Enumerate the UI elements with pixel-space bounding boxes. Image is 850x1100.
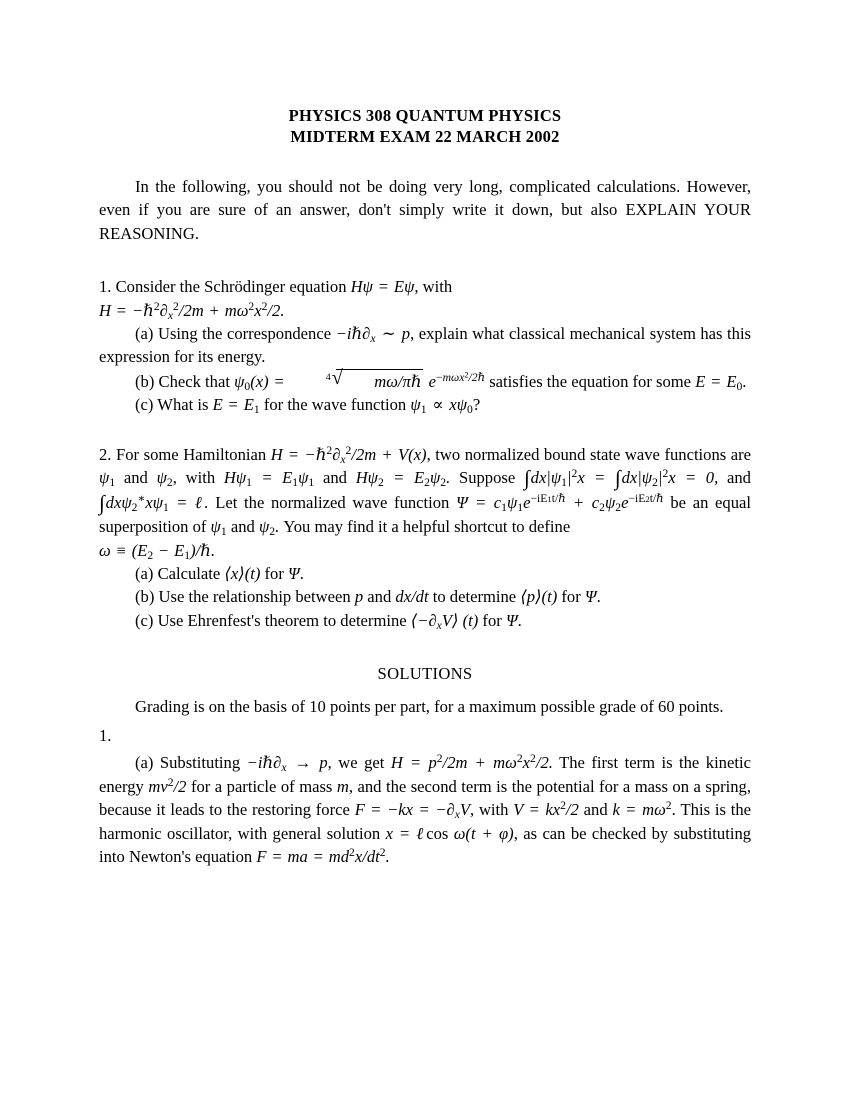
- problem-2-stem-text-10: and: [230, 517, 255, 537]
- part-text-4: for: [561, 587, 581, 607]
- problem-2-part-b: [99, 585, 751, 608]
- solution-kinetic-energy: $mv^2/2$: [148, 775, 187, 796]
- document-title: [99, 105, 751, 147]
- problem-2c-time: (t): [462, 610, 479, 630]
- problem-1-part-b: [99, 369, 751, 393]
- part-text-3: .: [299, 563, 304, 583]
- solution-spring-constant: $k = m\omega^2$: [612, 799, 672, 820]
- problem-1-hamiltonian: $H = -\hbar^2\partial_x^2/2m + m\omega^2x^2/2$.: [99, 299, 285, 322]
- part-text-3: to determine: [432, 587, 517, 607]
- intro-paragraph: In the following, you should not be doing very long, complicated calculations. However, even if you are sure of an answer, don't simply write it down, but also EXPLAIN YOUR REASONING.: [99, 177, 751, 243]
- problem-2-stem-text-9: be an equal superposition of: [99, 492, 751, 537]
- solution-text-5: , and the second term is the potential for a mass on a spring, because it leads to the restoring force: [99, 776, 751, 820]
- problem-2-stem-text-11: You may find it a helpful shortcut to define: [283, 517, 571, 537]
- solution-problem-number: 1.: [99, 725, 112, 745]
- solution-1a: [99, 751, 751, 868]
- part-label: (b): [135, 371, 155, 391]
- solution-text-7: and: [583, 800, 608, 820]
- problem-2-superposition: $\Psi = c_1\psi_1e^{-iE1t/\hbar} + c_2\psi_2e^{-iE2t/\hbar}$: [456, 491, 664, 514]
- spacer: [99, 686, 751, 695]
- problem-2-number: 2.: [99, 444, 112, 464]
- problem-2-stem-text-5: and: [322, 468, 347, 488]
- problem-2-stem-text-7: and: [727, 468, 751, 488]
- part-label: (a): [135, 753, 154, 773]
- problem-2-psi2: $\psi_2$: [156, 468, 173, 490]
- problem-1-stem: [99, 275, 751, 322]
- part-text-3: .: [742, 371, 747, 391]
- part-label: (c): [135, 610, 154, 630]
- problem-2-stem: [99, 443, 751, 562]
- problem-2-integral-ell: $\int dx\psi_2^∗x\psi_1$ = ℓ.: [99, 490, 209, 515]
- problem-2-psi1: $\psi_1$: [99, 468, 116, 490]
- problem-2b-expectation: ⟨p⟩(t): [520, 587, 558, 607]
- spacer: [99, 632, 751, 662]
- problem-2-part-c: [99, 609, 751, 632]
- problem-2b-p: p: [354, 587, 364, 607]
- document-body: [99, 105, 751, 868]
- problem-2-psi2-b: $\psi_2$.: [258, 517, 280, 539]
- part-text: Use Ehrenfest's theorem to determine: [157, 610, 407, 630]
- solution-hamiltonian: $H = p^2/2m + m\omega^2x^2/2$.: [390, 752, 553, 773]
- part-text-2: for: [264, 563, 284, 583]
- problem-2-stem-text-1: For some Hamiltonian: [116, 444, 267, 464]
- problem-2c-psi: Ψ: [505, 610, 518, 630]
- solution-text-2: , we get: [327, 753, 385, 773]
- problem-2-eigen-1: $H\psi_1 = E_1\psi_1$: [223, 468, 315, 490]
- problem-2-hamiltonian: $H = -\hbar^2\partial_x^2/2m + V(x)$: [270, 443, 427, 466]
- solution-substitution: $-i\hbar\partial_x \to p$: [246, 753, 328, 775]
- solution-text-3: The first term is the kinetic energy: [99, 753, 751, 796]
- part-text-3: ?: [472, 395, 481, 415]
- solution-restoring-force: $F = -kx = -\partial_xV$: [354, 800, 470, 822]
- solution-text-4: for a particle of mass: [190, 776, 333, 796]
- part-text-2: and: [367, 587, 392, 607]
- problem-1b-energy: $E = E_0$: [695, 371, 743, 393]
- problem-2-suppose-label: Suppose: [458, 468, 516, 488]
- problem-2-psi1-b: $\psi_1$: [210, 517, 227, 539]
- part-text-2: , explain what classical mechanical system has this expression for its energy.: [99, 324, 752, 367]
- problem-2-stem-text-4: , with: [172, 468, 216, 488]
- part-text: Calculate: [157, 563, 221, 583]
- problem-1-number: 1.: [99, 277, 112, 297]
- part-label: (b): [135, 587, 155, 607]
- problem-1c-psi1: $\psi_1 \propto x\psi_0$: [410, 395, 473, 417]
- problem-2-stem-text-2: , two normalized bound state wave functions are: [426, 444, 752, 464]
- solution-newton-equation: F = ma = $md^2x/dt^2$.: [256, 845, 390, 866]
- title-line-2: MIDTERM EXAM 22 MARCH 2002: [290, 127, 560, 146]
- solution-text-1: Substituting: [159, 753, 241, 773]
- part-label: (c): [135, 395, 154, 415]
- solution-text-8: . This is the harmonic oscillator, with general solution: [99, 800, 751, 843]
- part-text: Using the correspondence: [157, 324, 332, 344]
- grading-note: Grading is on the basis of 10 points per part, for a maximum possible grade of 60 points.: [135, 696, 724, 716]
- problem-1-stem-text-2: , with: [414, 277, 453, 297]
- part-text-2: satisfies the equation for some: [489, 371, 692, 391]
- spacer: [99, 245, 751, 275]
- part-text-2: for the wave function: [263, 395, 407, 415]
- part-text-3: .: [517, 610, 522, 630]
- problem-1-stem-math-1: Hψ = Eψ: [350, 277, 415, 297]
- part-text: What is: [157, 395, 209, 415]
- problem-2-integral-zero: $\int dx|\psi_1|^2x = \int dx|\psi_2|^2x = 0$,: [523, 466, 719, 491]
- problem-2a-expectation: ⟨x⟩(t): [224, 563, 261, 583]
- part-label: (a): [135, 324, 154, 344]
- problem-2-stem-text-3: and: [123, 468, 148, 488]
- solution-text-9: , as can be checked by substituting into Newton's equation: [99, 823, 752, 866]
- problem-2-omega-def: $\omega \equiv (E_2$ − $E_1)/\hbar$.: [99, 540, 216, 562]
- problem-2b-dxdt: dx/dt: [395, 587, 429, 607]
- part-text: Use the relationship between: [158, 587, 351, 607]
- solution-mass: m: [336, 776, 349, 796]
- problem-2a-psi: Ψ: [288, 563, 300, 583]
- solution-general-solution: x = ℓcos ω(t + φ): [385, 823, 514, 843]
- part-label: (a): [135, 563, 154, 583]
- solution-text-6: , with: [470, 800, 509, 820]
- problem-1-part-c: [99, 393, 751, 416]
- problem-2-stem-text-8: Let the normalized wave function: [215, 492, 450, 512]
- problem-1-stem-text: Consider the Schrödinger equation: [115, 277, 347, 297]
- problem-1a-math: $-i\hbar\partial_x$ ∼ p: [335, 324, 411, 346]
- part-text-5: .: [596, 587, 601, 607]
- title-line-1: PHYSICS 308 QUANTUM PHYSICS: [288, 106, 562, 125]
- problem-2-eigen-2: $H\psi_2 = E_2\psi_2$.: [355, 468, 451, 490]
- spacer: [99, 417, 751, 443]
- problem-1-part-a: [99, 322, 751, 369]
- problem-2c-ehrenfest: $⟨-\partial_xV⟩$: [410, 610, 459, 632]
- solution-potential: $V = kx^2/2$: [513, 799, 579, 820]
- problem-2b-psi: Ψ: [584, 587, 597, 607]
- part-text: Check that: [158, 371, 230, 391]
- problem-1b-psi0: $\psi_0(x)$ = 4 √ mω/πℏ $e^{-m\omega x^2/2\hbar}$: [234, 367, 486, 393]
- problem-2-part-a: [99, 562, 751, 585]
- part-text-2: for: [482, 610, 502, 630]
- solutions-heading: SOLUTIONS: [377, 664, 473, 684]
- spacer: [99, 147, 751, 175]
- problem-1c-energy: $E = E_1$: [212, 395, 260, 417]
